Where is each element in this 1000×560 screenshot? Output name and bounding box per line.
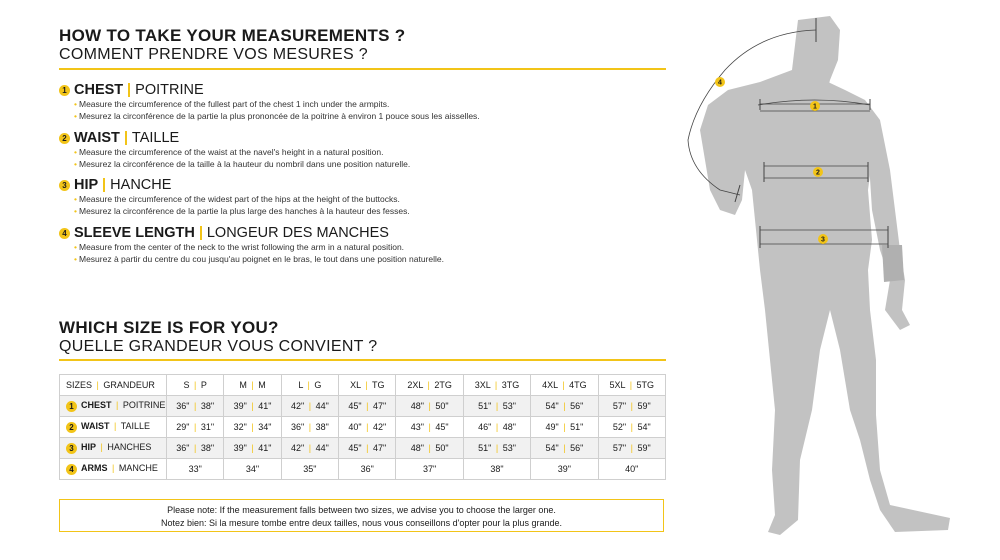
how-to-title-en: HOW TO TAKE YOUR MEASUREMENTS ? bbox=[59, 26, 406, 45]
size-header-cell: 5XL | 5TG bbox=[598, 375, 665, 396]
which-size-heading bbox=[59, 318, 377, 356]
table-cell: 48" | 50" bbox=[396, 438, 463, 459]
row-label-cell: 2 WAIST | TAILLE bbox=[60, 417, 167, 438]
number-badge-icon: 4 bbox=[66, 464, 77, 475]
measurement-sleeve-length bbox=[59, 225, 659, 265]
number-badge-icon: 3 bbox=[59, 180, 70, 191]
size-header-cell: 2XL | 2TG bbox=[396, 375, 463, 396]
table-cell: 43" | 45" bbox=[396, 417, 463, 438]
figure-marker-3 bbox=[818, 234, 828, 244]
table-cell: 34" bbox=[224, 459, 281, 480]
number-badge-icon: 2 bbox=[66, 422, 77, 433]
number-badge-icon: 2 bbox=[59, 133, 70, 144]
svg-text:3: 3 bbox=[821, 236, 825, 244]
size-chart-table bbox=[59, 374, 666, 480]
table-cell: 54" | 56" bbox=[531, 438, 598, 459]
measurement-heading bbox=[59, 177, 659, 193]
row-label-cell: 3 HIP | HANCHES bbox=[60, 438, 167, 459]
measurement-name-en: CHEST bbox=[74, 82, 124, 98]
table-cell: 36" | 38" bbox=[167, 396, 224, 417]
size-header-cell: XL | TG bbox=[339, 375, 396, 396]
table-cell: 38" bbox=[463, 459, 530, 480]
measurement-desc-fr: • Mesurez à partir du centre du cou jusqu'au poignet en le bras, le tout dans une position naturelle. bbox=[74, 254, 444, 264]
figure-marker-4 bbox=[715, 77, 725, 87]
measurement-waist bbox=[59, 130, 659, 170]
table-cell: 36" | 38" bbox=[281, 417, 338, 438]
measurement-desc-fr: • Mesurez la circonférence de la taille à la hauteur du nombril dans une position naturelle. bbox=[74, 159, 411, 169]
table-cell: 48" | 50" bbox=[396, 396, 463, 417]
table-cell: 40" bbox=[598, 459, 665, 480]
measurement-desc-fr: • Mesurez la circonférence de la partie la plus large des hanches à la hauteur des fesses. bbox=[74, 206, 410, 216]
row-label-cell: 4 ARMS | MANCHE bbox=[60, 459, 167, 480]
table-header-row bbox=[60, 375, 666, 396]
body-silhouette-figure bbox=[680, 10, 1000, 555]
measurement-hip bbox=[59, 177, 659, 217]
table-cell: 42" | 44" bbox=[281, 396, 338, 417]
separator-bar bbox=[125, 131, 127, 145]
measurement-name-en: WAIST bbox=[74, 130, 120, 146]
figure-marker-2 bbox=[813, 167, 823, 177]
figure-marker-1 bbox=[810, 101, 820, 111]
which-size-title-en: WHICH SIZE IS FOR YOU? bbox=[59, 318, 279, 337]
table-cell: 57" | 59" bbox=[598, 396, 665, 417]
table-cell: 35" bbox=[281, 459, 338, 480]
number-badge-icon: 1 bbox=[66, 401, 77, 412]
how-to-divider bbox=[59, 68, 666, 70]
table-cell: 42" | 44" bbox=[281, 438, 338, 459]
size-header-cell: 3XL | 3TG bbox=[463, 375, 530, 396]
how-to-heading bbox=[59, 26, 405, 64]
note-line-fr: Notez bien: Si la mesure tombe entre deux tailles, nous vous conseillons d'opter pour la plus grande. bbox=[161, 517, 562, 528]
table-cell: 39" | 41" bbox=[224, 438, 281, 459]
table-header-cell: SIZES | GRANDEUR bbox=[60, 375, 167, 396]
svg-text:4: 4 bbox=[718, 79, 722, 87]
table-cell: 36" bbox=[339, 459, 396, 480]
which-size-title-fr: QUELLE GRANDEUR VOUS CONVIENT ? bbox=[59, 338, 378, 355]
table-cell: 33" bbox=[167, 459, 224, 480]
size-header-cell: M | M bbox=[224, 375, 281, 396]
measurement-name-fr: TAILLE bbox=[131, 130, 180, 146]
measurement-name-fr: POITRINE bbox=[135, 82, 204, 98]
table-cell: 51" | 53" bbox=[463, 438, 530, 459]
which-size-divider bbox=[59, 359, 666, 361]
note-line-en: Please note: If the measurement falls between two sizes, we advise you to choose the larger one. bbox=[167, 505, 556, 515]
measurement-name-fr: HANCHE bbox=[110, 177, 172, 193]
table-cell: 39" bbox=[531, 459, 598, 480]
svg-text:2: 2 bbox=[816, 169, 820, 177]
table-cell: 57" | 59" bbox=[598, 438, 665, 459]
table-cell: 46" | 48" bbox=[463, 417, 530, 438]
measurement-name-en: SLEEVE LENGTH bbox=[74, 225, 195, 241]
number-badge-icon: 1 bbox=[59, 85, 70, 96]
row-label-cell: 1 CHEST | POITRINE bbox=[60, 396, 167, 417]
measurement-desc-en: • Measure from the center of the neck to the wrist following the arm in a natural position. bbox=[74, 242, 405, 252]
separator-bar bbox=[103, 178, 105, 192]
table-row bbox=[60, 459, 666, 480]
how-to-title-fr: COMMENT PRENDRE VOS MESURES ? bbox=[59, 46, 368, 63]
measurement-heading bbox=[59, 82, 659, 98]
table-cell: 32" | 34" bbox=[224, 417, 281, 438]
separator-bar bbox=[128, 83, 130, 97]
size-header-cell: L | G bbox=[281, 375, 338, 396]
measurement-heading bbox=[59, 130, 659, 146]
measurement-chest bbox=[59, 82, 659, 122]
measurement-heading bbox=[59, 225, 659, 241]
table-cell: 45" | 47" bbox=[339, 396, 396, 417]
table-cell: 49" | 51" bbox=[531, 417, 598, 438]
table-cell: 51" | 53" bbox=[463, 396, 530, 417]
table-cell: 52" | 54" bbox=[598, 417, 665, 438]
measurement-desc-en: • Measure the circumference of the widest part of the hips at the height of the buttocks. bbox=[74, 194, 400, 204]
number-badge-icon: 4 bbox=[59, 228, 70, 239]
table-row bbox=[60, 417, 666, 438]
size-note bbox=[59, 499, 664, 532]
size-header-cell: S | P bbox=[167, 375, 224, 396]
table-cell: 40" | 42" bbox=[339, 417, 396, 438]
table-cell: 45" | 47" bbox=[339, 438, 396, 459]
table-cell: 37" bbox=[396, 459, 463, 480]
measurement-desc-en: • Measure the circumference of the waist at the navel's height in a natural position. bbox=[74, 147, 384, 157]
table-cell: 54" | 56" bbox=[531, 396, 598, 417]
measurement-desc-en: • Measure the circumference of the fullest part of the chest 1 inch under the armpits. bbox=[74, 99, 390, 109]
table-row bbox=[60, 396, 666, 417]
size-header-cell: 4XL | 4TG bbox=[531, 375, 598, 396]
measurement-name-en: HIP bbox=[74, 177, 99, 193]
table-row bbox=[60, 438, 666, 459]
table-cell: 29" | 31" bbox=[167, 417, 224, 438]
table-cell: 36" | 38" bbox=[167, 438, 224, 459]
measurement-desc-fr: • Mesurez la circonférence de la partie la plus prononcée de la poitrine à environ 1 pouce sous les aisselles. bbox=[74, 111, 480, 121]
table-cell: 39" | 41" bbox=[224, 396, 281, 417]
separator-bar bbox=[200, 226, 202, 240]
svg-text:1: 1 bbox=[813, 103, 817, 111]
number-badge-icon: 3 bbox=[66, 443, 77, 454]
silhouette-shape bbox=[700, 16, 950, 535]
measurement-name-fr: LONGEUR DES MANCHES bbox=[206, 225, 389, 241]
